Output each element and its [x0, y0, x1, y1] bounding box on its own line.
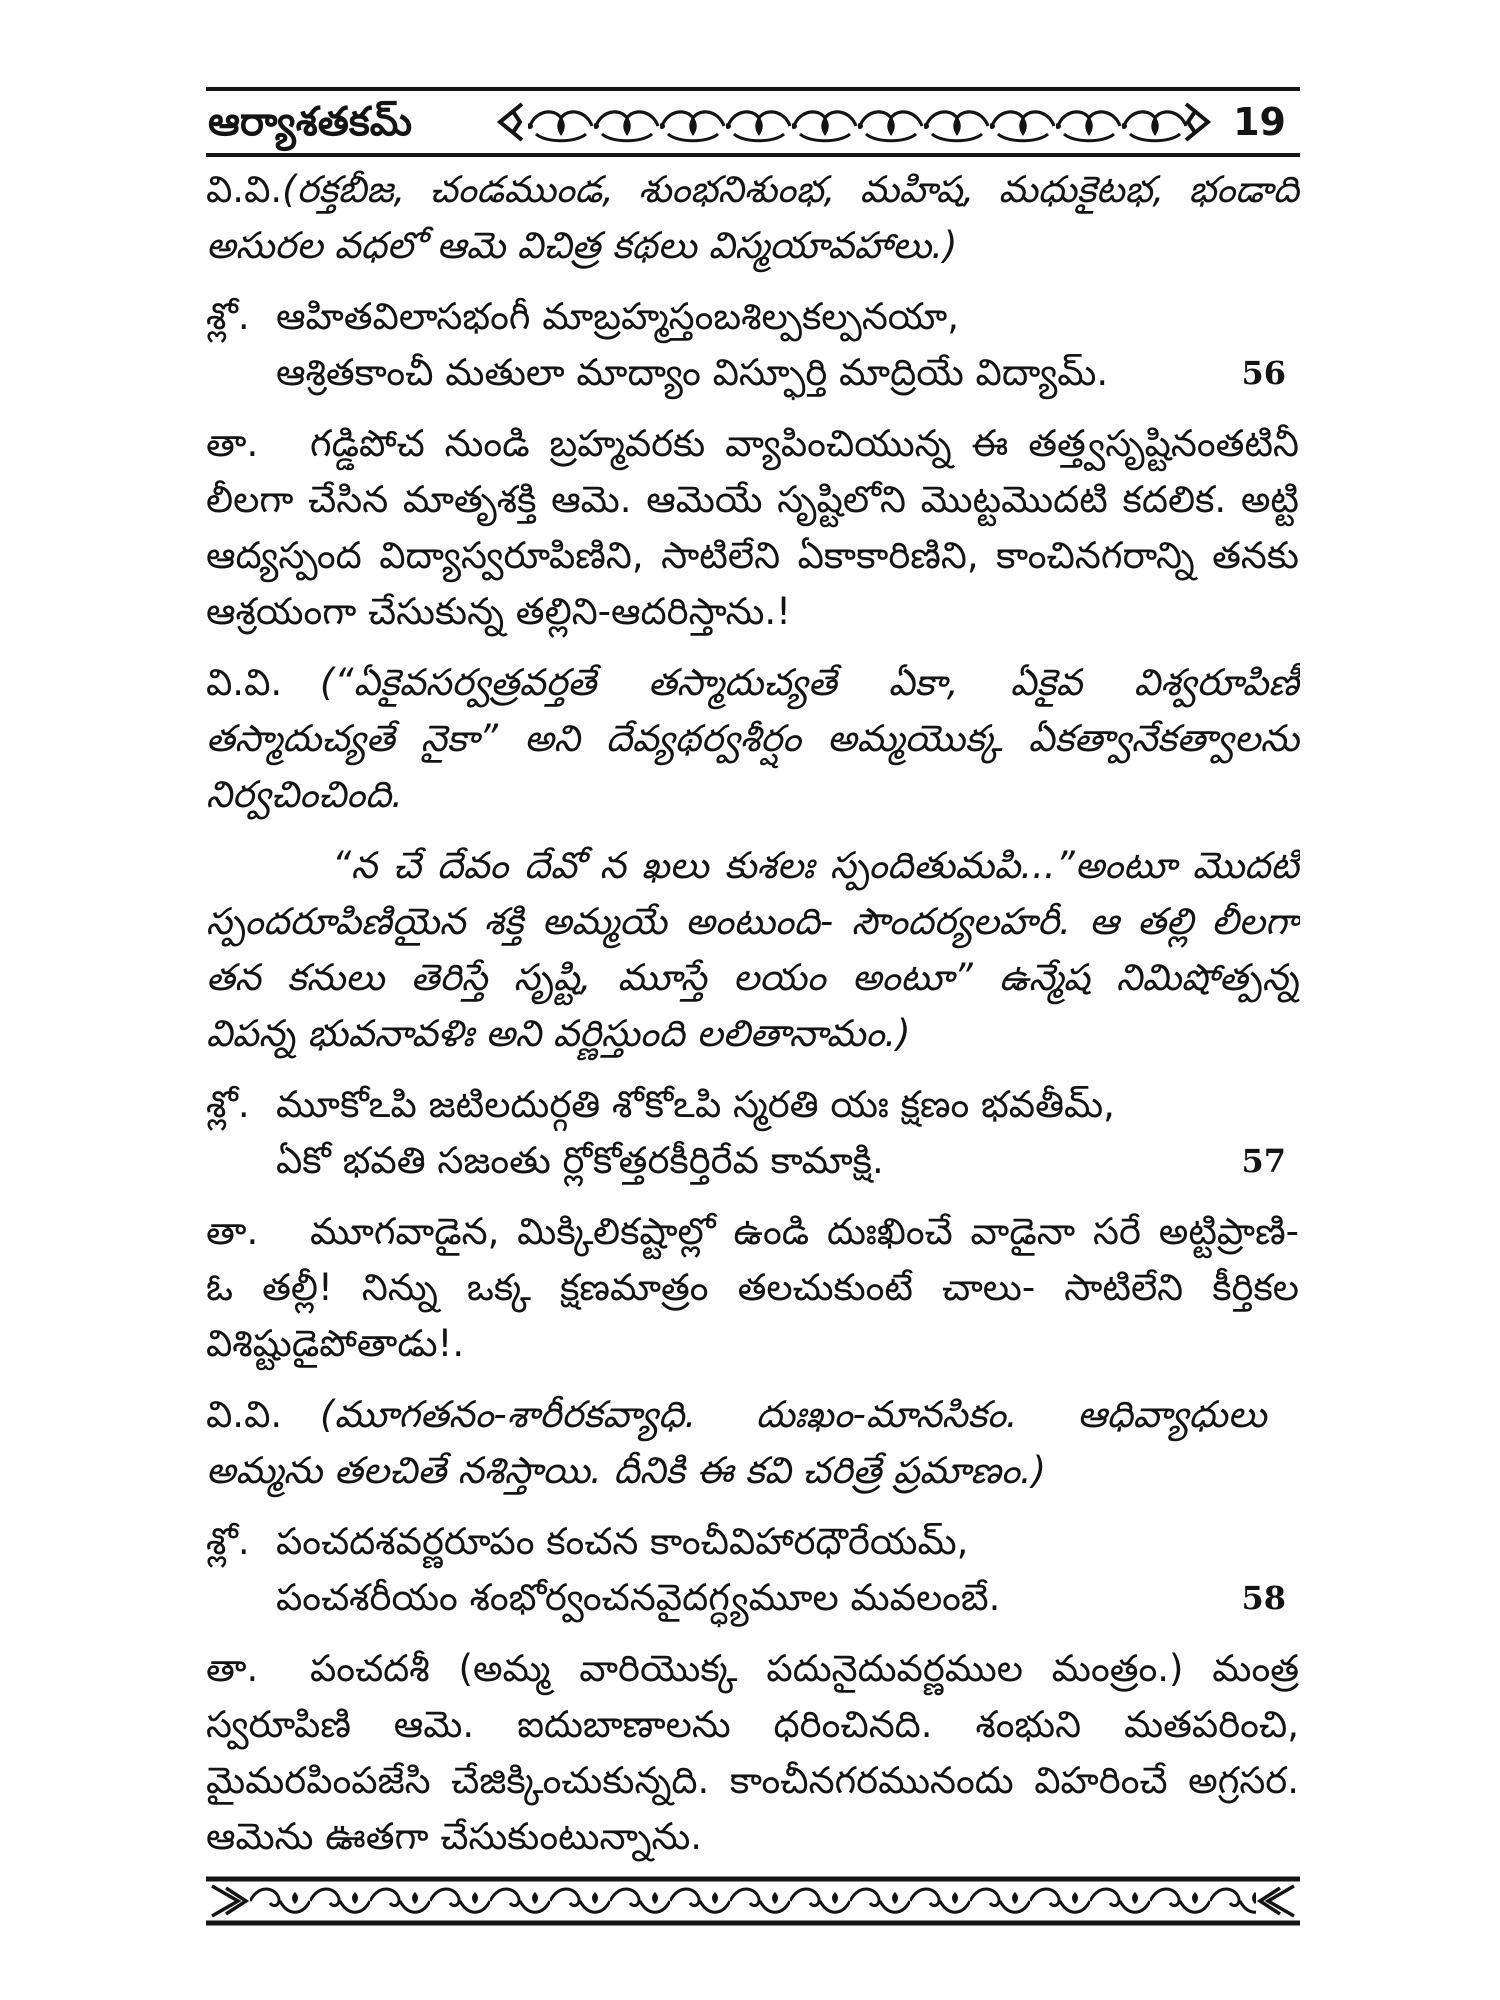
- note-label: వి.వి.: [206, 661, 283, 704]
- text-line: [206, 1006, 1300, 1062]
- commentary-quote: [206, 838, 1300, 1062]
- ornament-chevron: [212, 1886, 246, 1916]
- meaning-tatparyam: [206, 1641, 1300, 1865]
- ornament-pattern: [528, 96, 1188, 148]
- meaning-text: లీలగా చేసిన మాతృశక్తి ఆమె. ఆమెయే సృష్టిలోని మొట్టమొదటి కదలిక. అట్టి: [206, 478, 1299, 521]
- text-line: [206, 1260, 1300, 1316]
- text-line: [206, 838, 1300, 894]
- text-line: [206, 1809, 1300, 1865]
- meaning-text: విశిష్టుడైపోతాడు!.: [206, 1322, 465, 1365]
- verse-line: [206, 1570, 1300, 1626]
- ornament-chevron: [1260, 1886, 1294, 1916]
- sloka-verse: [206, 289, 1300, 401]
- meaning-tatparyam: [206, 1204, 1300, 1372]
- sloka-verse: [206, 1514, 1300, 1626]
- verse-line: [206, 1077, 1300, 1133]
- verse-label: శ్లో.: [206, 1083, 250, 1126]
- verse-text: పంచశరీయం శంభోర్వంచనవైదగ్ధ్యమూల మవలంబే.: [276, 1576, 1001, 1619]
- meaning-tatparyam: [206, 416, 1300, 640]
- text-line: [206, 950, 1300, 1006]
- meaning-text: పంచదశీ (అమ్మ వారియొక్క పదునైదువర్ణముల మంత్రం.) మంత్ర: [310, 1647, 1299, 1690]
- quote-text: “న చే దేవం దేవో న ఖలు కుశలః స్పందితుమపి...”అంటూ మొదటి: [332, 844, 1299, 887]
- meaning-text: ఆద్యస్పంద విద్యాస్వరూపిణిని, సాటిలేని ఏకాకారిణిని, కాంచినగరాన్ని తనకు: [206, 534, 1299, 577]
- note-text: (“ఏకైవసర్వత్రవర్తతే తస్మాదుచ్యతే ఏకా, ఏకైవ విశ్వరూపిణీ: [320, 661, 1299, 704]
- verse-label: శ్లో.: [206, 295, 250, 338]
- page-body: [206, 162, 1300, 1865]
- text-line: [206, 218, 1300, 274]
- text-line: [206, 655, 1300, 711]
- quote-text: స్పందరూపిణియైన శక్తి అమ్మయే అంటుంది- సౌందర్యలహరీ. ఆ తల్లి లీలగా: [206, 900, 1299, 943]
- verse-text: ఏకో భవతి సజంతు ర్లోకోత్తరకీర్తిరేవ కామాక్షి.: [276, 1139, 884, 1182]
- verse-line: [206, 289, 1300, 345]
- ornament-chevron: [500, 104, 522, 140]
- text-line: [206, 528, 1300, 584]
- meaning-text: మైమరపింపజేసి చేజిక్కించుకున్నది. కాంచీనగరమునందు విహరించే అగ్రసర.: [206, 1759, 1299, 1802]
- verse-number: 56: [1241, 354, 1286, 392]
- text-line: [206, 162, 1300, 218]
- note-label: వి.వి.: [206, 1393, 283, 1436]
- commentary-note: [206, 162, 1300, 274]
- note-label: వి.వి.: [206, 168, 283, 211]
- note-text: అసురల వధలో ఆమె విచిత్ర కథలు విస్మయావహాలు.): [206, 224, 958, 267]
- note-text: అమ్మను తలచితే నశిస్తాయి. దీనికి ఈ కవి చరిత్రే ప్రమాణం.): [206, 1449, 1047, 1492]
- verse-line: [206, 345, 1300, 401]
- commentary-note: [206, 1387, 1300, 1499]
- book-title: ఆర్యాశతకమ్: [208, 99, 413, 145]
- page-number: 19: [1233, 100, 1286, 144]
- meaning-text: ఆశ్రయంగా చేసుకున్న తల్లిని-ఆదరిస్తాను.!: [206, 590, 791, 633]
- text-line: [206, 711, 1300, 767]
- note-text: (రక్తబీజ, చండముండ, శుంభనిశుంభ, మహిష, మధుకైటభ, భండాది: [282, 168, 1299, 211]
- note-text: (మూగతనం-శారీరకవ్యాధి. దుఃఖం-మానసికం. ఆధివ్యాధులు: [320, 1393, 1267, 1436]
- meaning-text: ఆమెను ఊతగా చేసుకుంటున్నాను.: [206, 1815, 703, 1858]
- verse-text: ఆహితవిలాసభంగీ మాబ్రహ్మస్తంబశిల్పకల్పనయా,: [276, 295, 960, 338]
- text-line: [206, 1443, 1300, 1499]
- verse-text: ఆశ్రితకాంచీ మతులా మాద్యాం విస్ఫూర్తి మాద్రియే విద్యామ్.: [276, 351, 1109, 394]
- text-line: [206, 416, 1300, 472]
- text-line: [206, 894, 1300, 950]
- verse-line: [206, 1133, 1300, 1189]
- text-line: [206, 1204, 1300, 1260]
- meaning-text: గడ్డిపోచ నుండి బ్రహ్మవరకు వ్యాపించియున్న ఈ తత్త్వసృష్టినంతటినీ: [310, 422, 1299, 465]
- meaning-label: తా.: [206, 1210, 259, 1253]
- meaning-label: తా.: [206, 422, 259, 465]
- verse-indent: [206, 345, 276, 401]
- verse-indent: [206, 1570, 276, 1626]
- meaning-text: మూగవాడైన, మిక్కిలికష్టాల్లో ఉండి దుఃఖించే వాడైనా సరే అట్టిప్రాణి-: [310, 1210, 1299, 1253]
- meaning-text: స్వరూపిణి ఆమె. ఐదుబాణాలను ధరించినది. శంభుని మతపరించి,: [206, 1703, 1299, 1746]
- verse-label: శ్లో.: [206, 1520, 250, 1563]
- note-text: నిర్వచించింది.: [206, 773, 403, 816]
- verse-number: 57: [1241, 1142, 1286, 1180]
- ornament-chevron: [1186, 104, 1208, 140]
- header-ornament: [494, 96, 1214, 148]
- verse-number: 58: [1241, 1579, 1286, 1617]
- verse-line: [206, 1514, 1300, 1570]
- text-line: [206, 1641, 1300, 1697]
- verse-text: పంచదశవర్ణరూపం కంచన కాంచీవిహారధౌరేయమ్,: [276, 1520, 969, 1563]
- text-line: [206, 472, 1300, 528]
- meaning-label: తా.: [206, 1647, 259, 1690]
- meaning-text: ఓ తల్లీ! నిన్ను ఒక్క క్షణమాత్రం తలచుకుంటే చాలు- సాటిలేని కీర్తికల: [206, 1266, 1299, 1309]
- sloka-verse: [206, 1077, 1300, 1189]
- text-line: [206, 1753, 1300, 1809]
- ornament-pattern: [250, 1882, 1256, 1920]
- commentary-note: [206, 655, 1300, 823]
- footer-ornament: [206, 1876, 1300, 1926]
- text-line: [206, 1316, 1300, 1372]
- text-line: [206, 1697, 1300, 1753]
- page-header: [206, 87, 1300, 157]
- note-text: తస్మాదుచ్యతే నైకా” అని దేవ్యథర్వశీర్షం అమ్మయొక్క ఏకత్వానేకత్వాలను: [206, 717, 1299, 760]
- text-line: [206, 767, 1300, 823]
- verse-indent: [206, 1133, 276, 1189]
- quote-text: తన కనులు తెరిస్తే సృష్టి, మూస్తే లయం అంటూ” ఉన్మేష నిమిషోత్పన్న: [206, 956, 1299, 999]
- verse-text: మూకోఽపి జటిలదుర్గతి శోకోఽపి స్మరతి యః క్షణం భవతీమ్,: [276, 1083, 1115, 1126]
- text-line: [206, 1387, 1300, 1443]
- text-line: [206, 584, 1300, 640]
- quote-text: విపన్న భువనావళిః అని వర్ణిస్తుంది లలితానామం.): [206, 1012, 911, 1055]
